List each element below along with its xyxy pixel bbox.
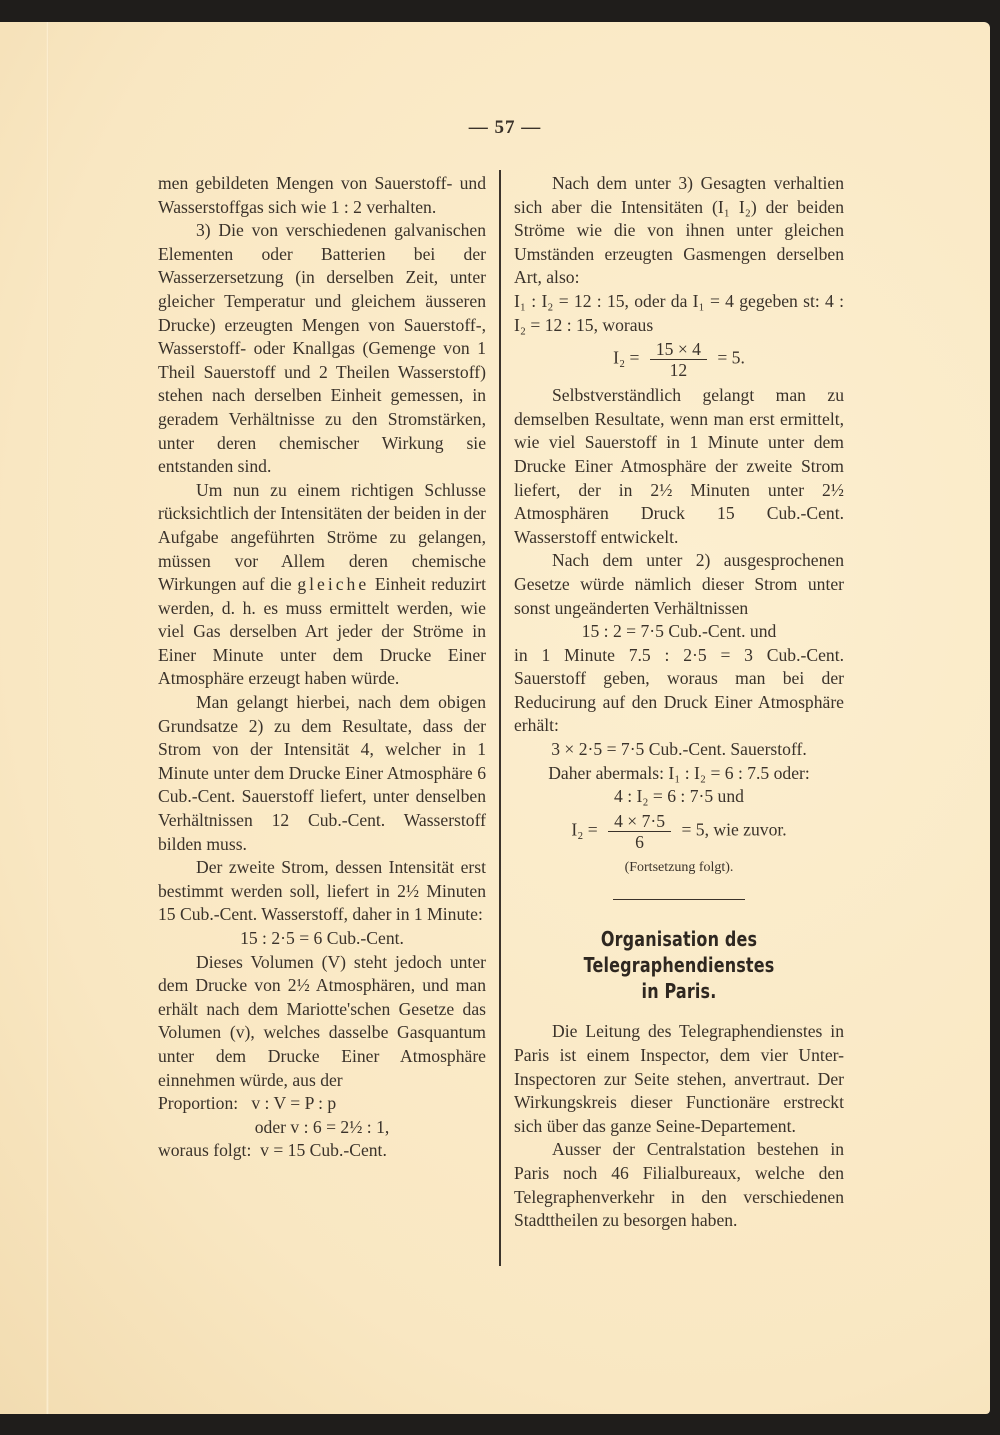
text-run: Um nun zu einem richtigen Schlusse rücksichtlich der Intensitäten der beiden in der Aufgabe angeführten Ströme zu gelangen, müssen vor Allem deren chemische Wirkungen auf die: [158, 479, 486, 595]
fraction-equation: [514, 811, 844, 852]
fraction-denominator: 6: [635, 831, 644, 852]
equation-lhs: I₂ =: [571, 819, 598, 840]
equation-lhs: I₂ =: [613, 347, 640, 368]
equation: 15 : 2 = 7·5 Cub.-Cent. und: [581, 621, 777, 642]
paragraph: Dieses Volumen (V) steht jedoch unter dem Drucke von 2½ Atmosphären, und man erhält nach dem Mariotte'schen Gesetze das Volumen (v), welches dasselbe Gasquantum unter dem Drucke Einer Atmosphäre einnehmen würde, aus der: [158, 951, 486, 1090]
left-column: [158, 172, 486, 1163]
paragraph: Nach dem unter 3) Gesagten verhaltien sich aber die Intensitäten (I₁ I₂) der beiden Ströme wie die von ihnen unter gleichen Umständen erzeugten Gasmengen derselben Art, also:: [514, 173, 844, 288]
fraction: [608, 811, 671, 852]
column-divider: [499, 170, 501, 1266]
right-column: [514, 172, 844, 1233]
article-title-line: in Paris.: [641, 979, 717, 1004]
equation: woraus folgt: v = 15 Cub.-Cent.: [158, 1140, 387, 1161]
equation-rhs: = 5, wie zuvor.: [681, 819, 787, 840]
paragraph: Ausser der Centralstation bestehen in Paris noch 46 Filialbureaux, welche den Telegraphenverkehr in den verschiedenen Stadttheilen zu besorgen haben.: [514, 1139, 844, 1231]
equation: I₁ : I₂ = 12 : 15, oder da I₁ = 4 gegeben st: 4 : I₂ = 12 : 15, woraus: [514, 290, 844, 335]
page-number: — 57 —: [468, 117, 542, 138]
fraction-numerator: 4 × 7·5: [608, 811, 671, 832]
fraction-denominator: 12: [669, 360, 688, 381]
paragraph: Der zweite Strom, dessen Intensität erst bestimmt werden soll, liefert in 2½ Minuten 15 Cub.-Cent. Wasserstoff, daher in 1 Minute:: [158, 857, 486, 925]
fraction-equation: [514, 339, 844, 380]
equation: Proportion: v : V = P : p: [158, 1093, 337, 1114]
section-rule: [613, 899, 745, 900]
paragraph: 3) Die von verschiedenen galvanischen Elementen oder Batterien bei der Wasserzersetzung (in derselben Zeit, unter gleicher Temperatur und gleichem äusseren Drucke) erzeugten Mengen von Sauerstoff-, Wasserstoff- oder Knallgas (Gemenge von 1 Theil Sauerstoff und 2 Theilen Wasserstoff) stehen nach derselben Einheit gemessen, in geradem Verhältnisse zu den Stromstärken, unter deren chemischer Wirkung sie entstanden sind.: [158, 220, 486, 477]
paragraph: Die Leitung des Telegraphendienstes in Paris ist einem Inspector, dem vier Unter-Inspectoren zur Seite stehen, anvertraut. Der Wirkungskreis dieser Functionäre erstreckt sich über das ganze Seine-Departement.: [514, 1021, 844, 1136]
paragraph: in 1 Minute 7.5 : 2·5 = 3 Cub.-Cent. Sauerstoff geben, woraus man bei der Reducirung auf den Druck Einer Atmosphäre erhält:: [514, 644, 844, 736]
equation: 15 : 2·5 = 6 Cub.-Cent.: [240, 928, 404, 948]
page-fold: [46, 22, 49, 1414]
equation: Daher abermals: I₁ : I₂ = 6 : 7.5 oder:: [548, 762, 810, 783]
article-title: [515, 926, 843, 1004]
equation: 3 × 2·5 = 7·5 Cub.-Cent. Sauerstoff.: [551, 739, 807, 760]
fraction-numerator: 15 × 4: [650, 339, 707, 360]
article-title-line: Organisation des Telegraphendienstes: [583, 927, 775, 978]
equation: oder v : 6 = 2½ : 1,: [254, 1116, 390, 1137]
paragraph: Selbstverständlich gelangt man zu demselben Resultate, wenn man erst ermittelt, wie viel Sauerstoff in 1 Minute unter dem Drucke Einer Atmosphäre der zweite Strom liefert, der in 2½ Minuten unter 2½ Atmosphären Druck 15 Cub.-Cent. Wasserstoff entwickelt.: [514, 385, 844, 547]
paragraph: Man gelangt hierbei, nach dem obigen Grundsatze 2) zu dem Resultate, dass der Strom von der Intensität 4, welcher in 1 Minute unter dem Drucke Einer Atmosphäre 6 Cub.-Cent. Sauerstoff liefert, unter denselben Verhältnissen 12 Cub.-Cent. Wasserstoff bilden muss.: [158, 692, 486, 854]
document-page: [0, 22, 990, 1414]
paragraph: [158, 479, 486, 691]
continuation-note: (Fortsetzung folgt).: [624, 859, 734, 875]
fraction: [650, 339, 707, 380]
paragraph: men gebildeten Mengen von Sauerstoff- und Wasserstoffgas sich wie 1 : 2 verhalten.: [158, 173, 486, 217]
equation-rhs: = 5.: [717, 347, 745, 368]
paragraph: Nach dem unter 2) ausgesprochenen Gesetze würde nämlich dieser Strom unter sonst ungeänderten Verhältnissen: [514, 550, 844, 618]
equation: 4 : I₂ = 6 : 7·5 und: [614, 786, 744, 807]
emphasized-word: gleiche: [297, 574, 370, 595]
text-run: Einheit reduzirt werden, d. h. es muss ermittelt werden, wie viel Gas derselben Art jeder der Ströme in Einer Minute unter dem Drucke Einer Atmosphäre erzeugt haben würde.: [158, 574, 486, 689]
